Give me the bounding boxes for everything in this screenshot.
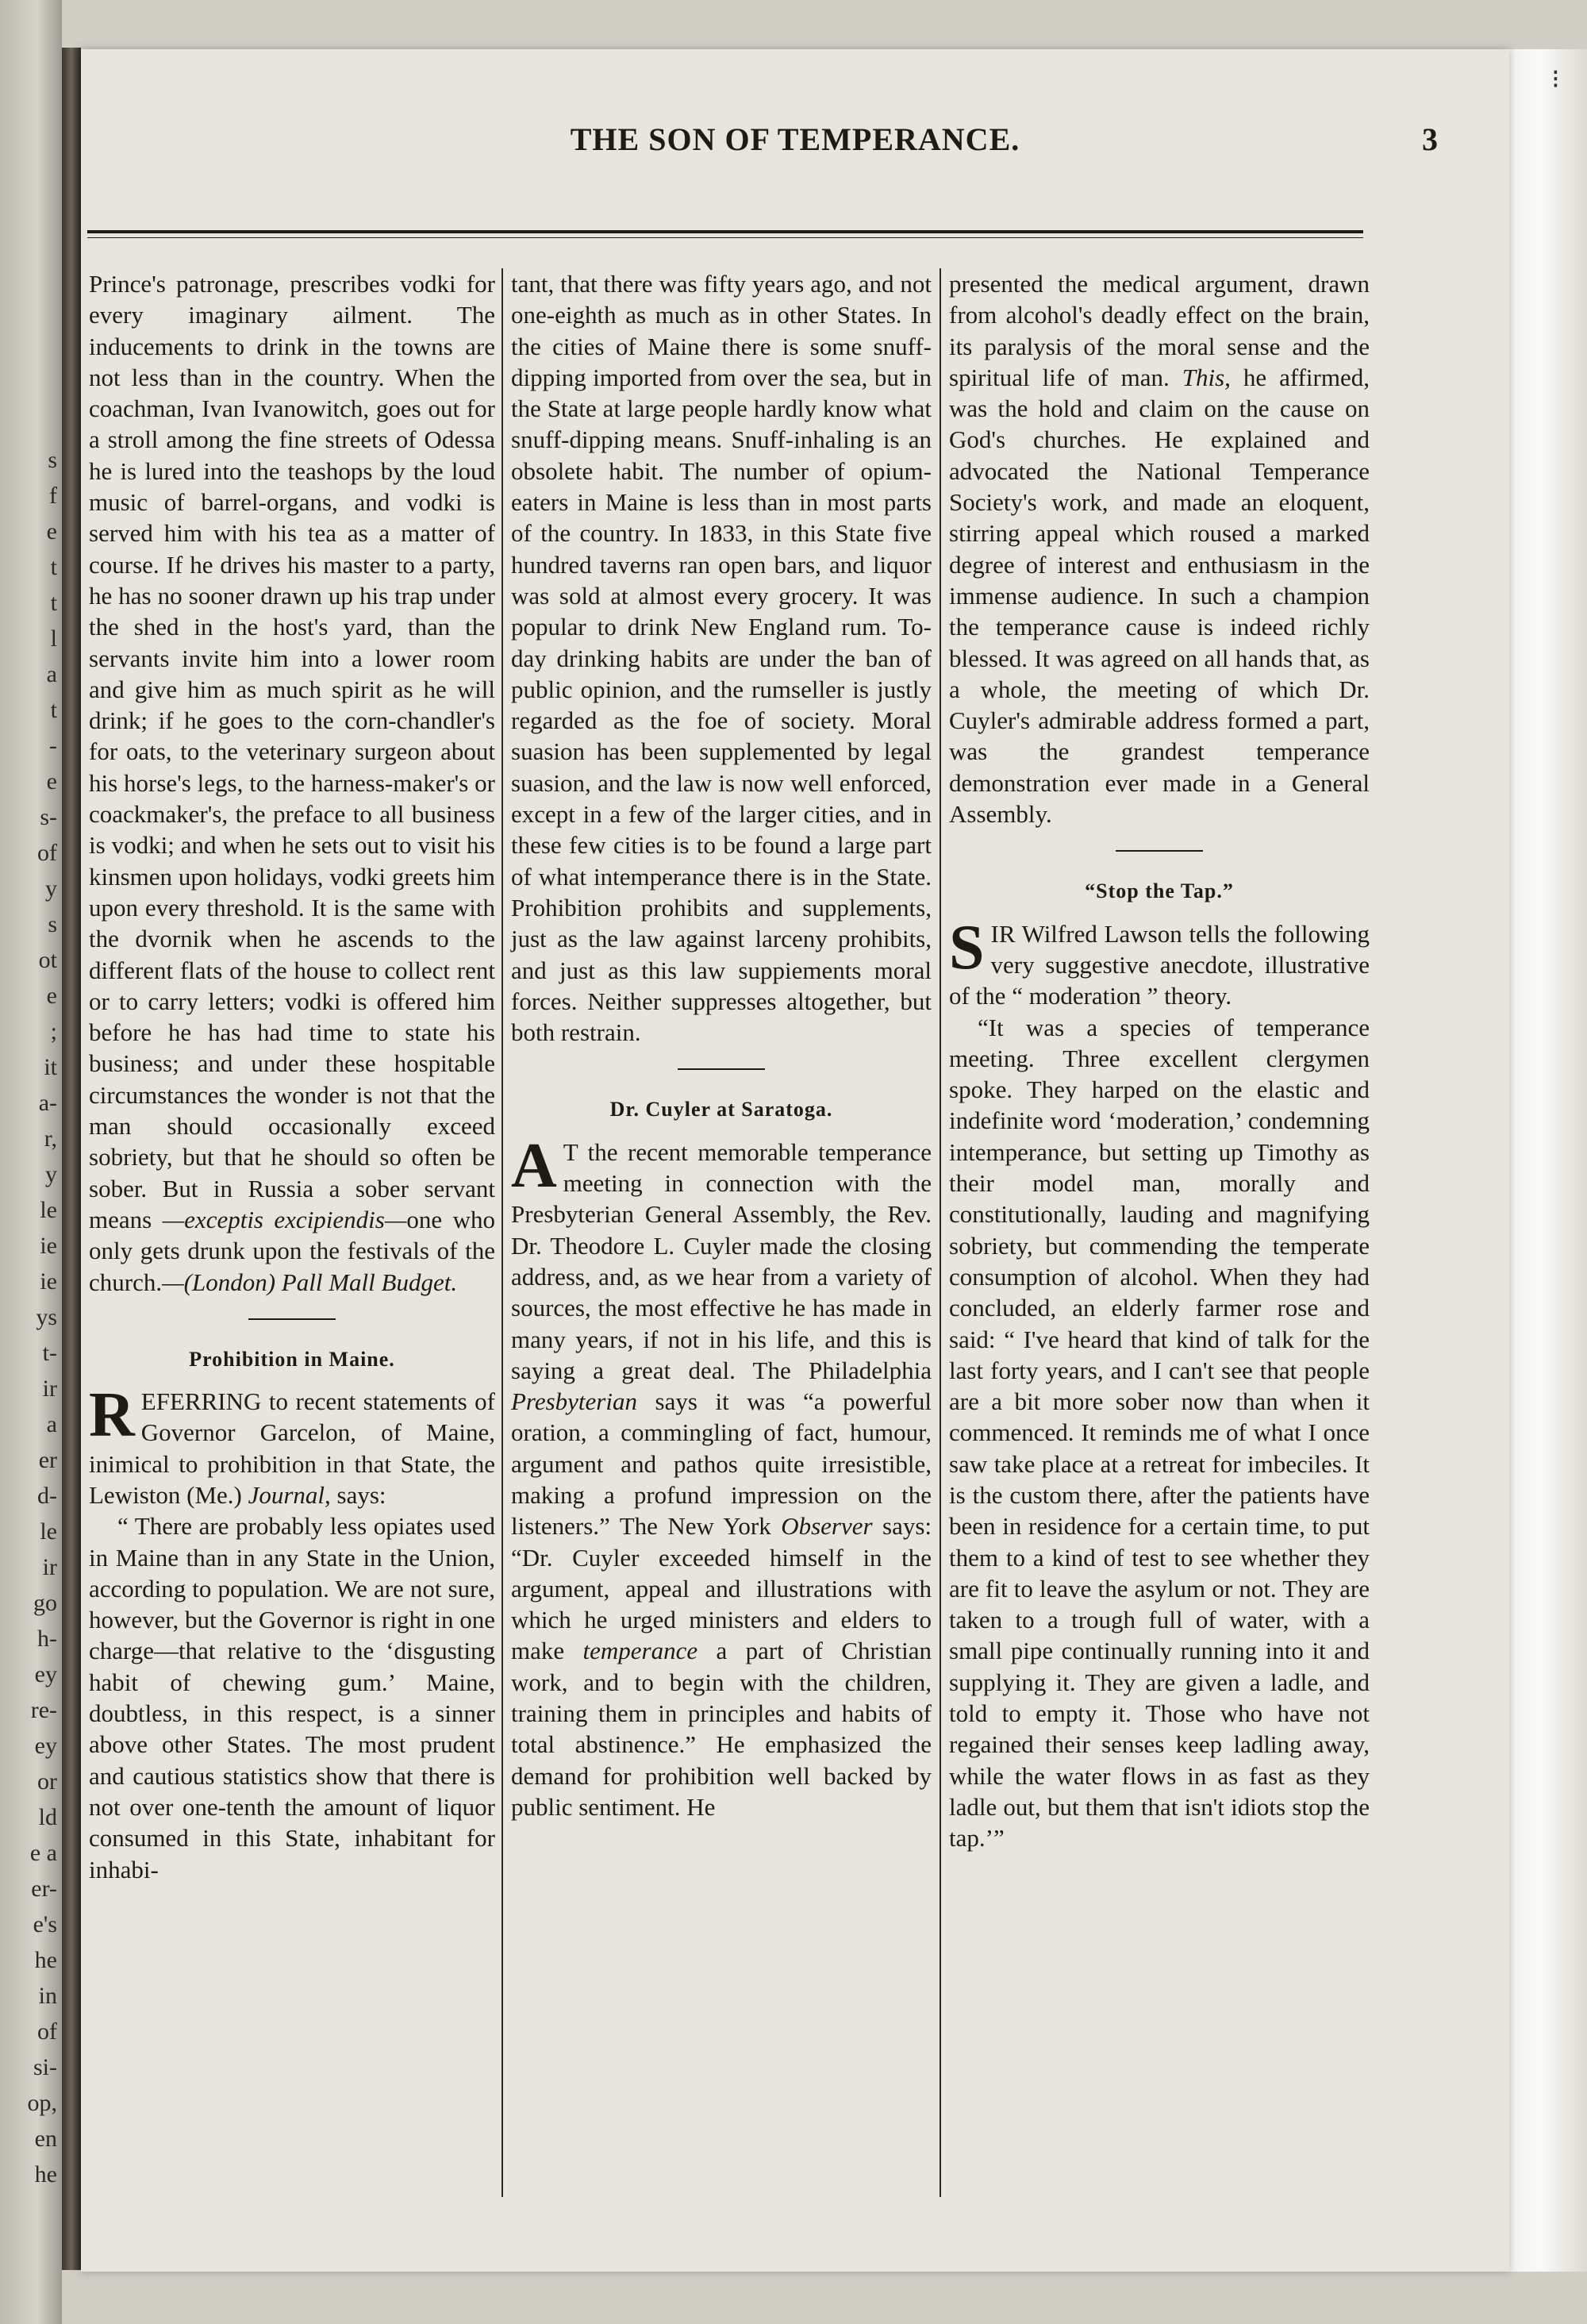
adjacent-page-fragment: a (46, 661, 57, 687)
running-title: THE SON OF TEMPERANCE. (570, 121, 1020, 157)
section-rule (248, 1318, 336, 1320)
adjacent-page-fragment: ey (34, 1733, 57, 1759)
article-stop-tap-intro: SIR Wilfred Lawson tells the following very suggestive anecdote, illustrative of the “ moderation ” theory. (949, 912, 1370, 1010)
article-cuyler-continued: presented the medical argument, drawn from alcohol's deadly effect on the brain, its paralysis of the moral sense and the spiritual life of man. This, he affirmed, was the hold and claim on the cause on God's churches. He explained and advocated the National Temperance Society's work, and made an eloquent, stirring appeal which roused a marked degree of interest and enthusiasm in the immense audience. In such a champion the temperance cause is indeed richly blessed. It was agreed on all hands that, as a whole, the meeting of which Dr. Cuyler's admirable address formed a part, was the grandest temperance demonstration ever made in a General Assembly. (949, 270, 1370, 829)
adjacent-page-fragment: ir (42, 1376, 57, 1402)
article-stop-tap-story: “It was a species of temperance meeting. Three excellent clergymen spoke. They harped on the elastic and indefinite word ‘moderation,’ condemning intemperance, but setting up Timothy as their model man, morally and constitutionally, lauding and magnifying sobriety, but commending the temperate consumption of alcohol. When they had concluded, an elderly farmer rose and said: “ I've heard that kind of talk for the last forty years, and I can't see that people are a bit more sober now than when it commenced. It reminds me of what I once saw take place at a retreat for imbeciles. It is the custom there, after the patients have been in residence for a certain time, to put them to a kind of test to see whether they are fit to leave the asylum or not. They are taken to a trough full of water, with a small pipe continually running into it and supplying it. They are given a ladle, and told to empty it. Those who have not regained their senses keep ladling away, while the water flows in as fast as they ladle out, but them that isn't idiots stop the tap.’” (949, 1013, 1370, 1853)
adjacent-page-fragment: h- (37, 1626, 57, 1652)
drop-cap: R (89, 1380, 135, 1451)
adjacent-page-fragment: ys (36, 1304, 57, 1330)
adjacent-page-fragment: s- (40, 804, 57, 830)
header-rule (87, 230, 1363, 238)
article-maine-quote: “ There are probably less opiates used in Maine than in any State in the Union, according to population. We are not sure, however, but the Governor is right in one charge—that relative to the ‘disgusting habit of chewing gum.’ Maine, doubtless, in this respect, is a sinner above other States. The most prudent and cautious statistics show that there is not over one-tenth the amount of liquor consumed in this State, inhabitant for inhabi- (89, 1512, 495, 1883)
adjacent-page-fragment: e's (33, 1911, 57, 1937)
adjacent-page-fragment: en (34, 2126, 57, 2152)
adjacent-page-fragment: e (46, 983, 57, 1009)
adjacent-page-fragment: y (45, 875, 57, 902)
page-edge (1509, 49, 1587, 2272)
adjacent-page-fragment: in (38, 1983, 57, 2009)
adjacent-page-fragment: l (50, 625, 57, 652)
adjacent-page-fragment: er- (31, 1876, 57, 1902)
adjacent-page-fragment: t (50, 590, 57, 616)
adjacent-page-fragment: ie (40, 1233, 57, 1259)
adjacent-page-fragment: ie (40, 1268, 57, 1295)
page-header (81, 121, 1509, 168)
section-rule (678, 1068, 765, 1070)
adjacent-page-fragment: e (46, 768, 57, 795)
adjacent-page-fragment: op, (27, 2090, 57, 2116)
column-divider (501, 268, 503, 2197)
section-rule (1116, 850, 1203, 852)
article-maine-continued: tant, that there was fifty years ago, and not one-eighth as much as in other States. In the cities of Maine there is some snuff-dipping imported from over the sea, but in the State at large people hardly know what snuff-dipping means. Snuff-inhaling is an obsolete habit. The number of opium-eaters in Maine is less than in most parts of the country. In 1833, in this State five hundred taverns ran open bars, and liquor was sold at almost every grocery. It was popular to drink New England rum. To-day drinking habits are under the ban of public opinion, and the rumseller is justly regarded as the foe of society. Moral suasion has been supplemented by legal suasion, and the law is now well enforced, except in a few of the larger cities, and in these few cities is to be found a large part of what intemperance there is in the State. Prohibition prohibits and supplements, just as the law against larceny prohibits, and just as this law suppiements moral forces. Neither suppresses altogether, but both restrain. (511, 270, 932, 1047)
adjacent-page-fragment: go (33, 1590, 57, 1616)
column-1 (89, 268, 495, 2213)
adjacent-page-fragment: it (44, 1054, 57, 1080)
article-cuyler-text: A T the recent memorable temperance meeting in connection with the Presbyterian General Assembly, the Rev. Dr. Theodore L. Cuyler made the closing address, and, as we hear from a variety of sources, the most effective he has made in many years, if not in his life, and this is saying a great deal. The Philadelphia Presbyterian says it was “a powerful oration, a commingling of fact, humour, argument and pathos quite irresistible, making a profund impression on the listeners.” The New York Observer says: “Dr. Cuyler exceeded himself in the argument, appeal and illustrations with which he urged ministers and elders to make temperance a part of Christian work, and to begin with the children, training them in principles and habits of total abstinence.” He emphasized the demand for prohibition well backed by public sentiment. He (511, 1130, 932, 1821)
adjacent-page-fragment: of (37, 2018, 57, 2045)
adjacent-page-fragment: t (50, 554, 57, 580)
adjacent-page-fragment: he (34, 2161, 57, 2187)
adjacent-page-fragment: - (49, 733, 57, 759)
adjacent-page-fragment: si- (33, 2054, 57, 2080)
adjacent-page-fragment: a (46, 1411, 57, 1437)
book-spine (62, 48, 81, 2270)
drop-cap: A (511, 1130, 557, 1201)
adjacent-page-strip (0, 0, 62, 2324)
adjacent-page-fragment: of (37, 840, 57, 866)
heading-prohibition-in-maine: Prohibition in Maine. (189, 1347, 395, 1371)
adjacent-page-fragment: ey (34, 1661, 57, 1687)
page-edge-mark: ⁝ (1551, 65, 1560, 94)
adjacent-page-fragment: le (40, 1518, 57, 1545)
adjacent-page-fragment: s (48, 447, 57, 473)
adjacent-page-fragment: s (48, 911, 57, 937)
column-divider (940, 268, 941, 2197)
adjacent-page-fragment: d- (37, 1483, 57, 1509)
adjacent-page-fragment: le (40, 1197, 57, 1223)
adjacent-page-fragment: r, (44, 1125, 57, 1152)
adjacent-page-fragment: ot (38, 947, 57, 973)
adjacent-page-fragment: he (34, 1947, 57, 1973)
adjacent-page-fragment: er (38, 1447, 57, 1473)
adjacent-page-fragment: ir (42, 1554, 57, 1580)
adjacent-page-fragment: e a (29, 1840, 57, 1866)
adjacent-page-fragment: f (49, 483, 57, 509)
adjacent-page-fragment: t- (42, 1340, 57, 1366)
adjacent-page-fragment: ld (38, 1804, 57, 1830)
adjacent-page-fragment: e (46, 518, 57, 544)
adjacent-page-fragment: y (45, 1161, 57, 1187)
drop-cap: S (949, 912, 985, 983)
heading-stop-the-tap: “Stop the Tap.” (1085, 879, 1234, 903)
article-maine-intro: REFERRING to recent statements of Governor Garcelon, of Maine, inimical to prohibition in that State, the Lewiston (Me.) Journal, says: (89, 1380, 495, 1509)
adjacent-page-fragment: or (37, 1768, 57, 1795)
adjacent-page-fragment: re- (30, 1697, 57, 1723)
adjacent-page-fragment: t (50, 697, 57, 723)
column-3 (949, 268, 1370, 2213)
column-2 (511, 268, 932, 2213)
adjacent-page-fragment: ; (50, 1018, 57, 1045)
adjacent-page-fragment: a- (38, 1090, 57, 1116)
article-russia-text: Prince's patronage, prescribes vodki for every imaginary ailment. The inducements to drink in the towns are not less than in the country. When the coachman, Ivan Ivanowitch, goes out for a stroll among the fine streets of Odessa he is lured into the teashops by the loud music of barrel-organs, and vodki is served him with his tea as a matter of course. If he drives his master to a party, he has no sooner drawn up his trap under the shed in the host's yard, than the servants invite him into a lower room and give him as much spirit as he will drink; if he goes to the corn-chandler's for oats, to the veterinary surgeon about his horse's legs, to the harness-maker's or coackmaker's, the preface to all business is vodki; and when he sets out to visit his kinsmen upon holidays, vodki greets him upon every threshold. It is the same with the dvornik when he ascends to the different flats of the house to collect rent or to carry letters; vodki is offered him before he has had time to state his business; and under these hospitable circumstances the wonder is not that the man should occasionally exceed sobriety, but that he should so often be sober. But in Russia a sober servant means —exceptis excipiendis—one who only gets drunk upon the festivals of the church.—(London) Pall Mall Budget. (89, 270, 495, 1296)
page-number: 3 (1422, 121, 1438, 157)
heading-dr-cuyler: Dr. Cuyler at Saratoga. (609, 1098, 833, 1122)
newspaper-page (81, 49, 1509, 2272)
